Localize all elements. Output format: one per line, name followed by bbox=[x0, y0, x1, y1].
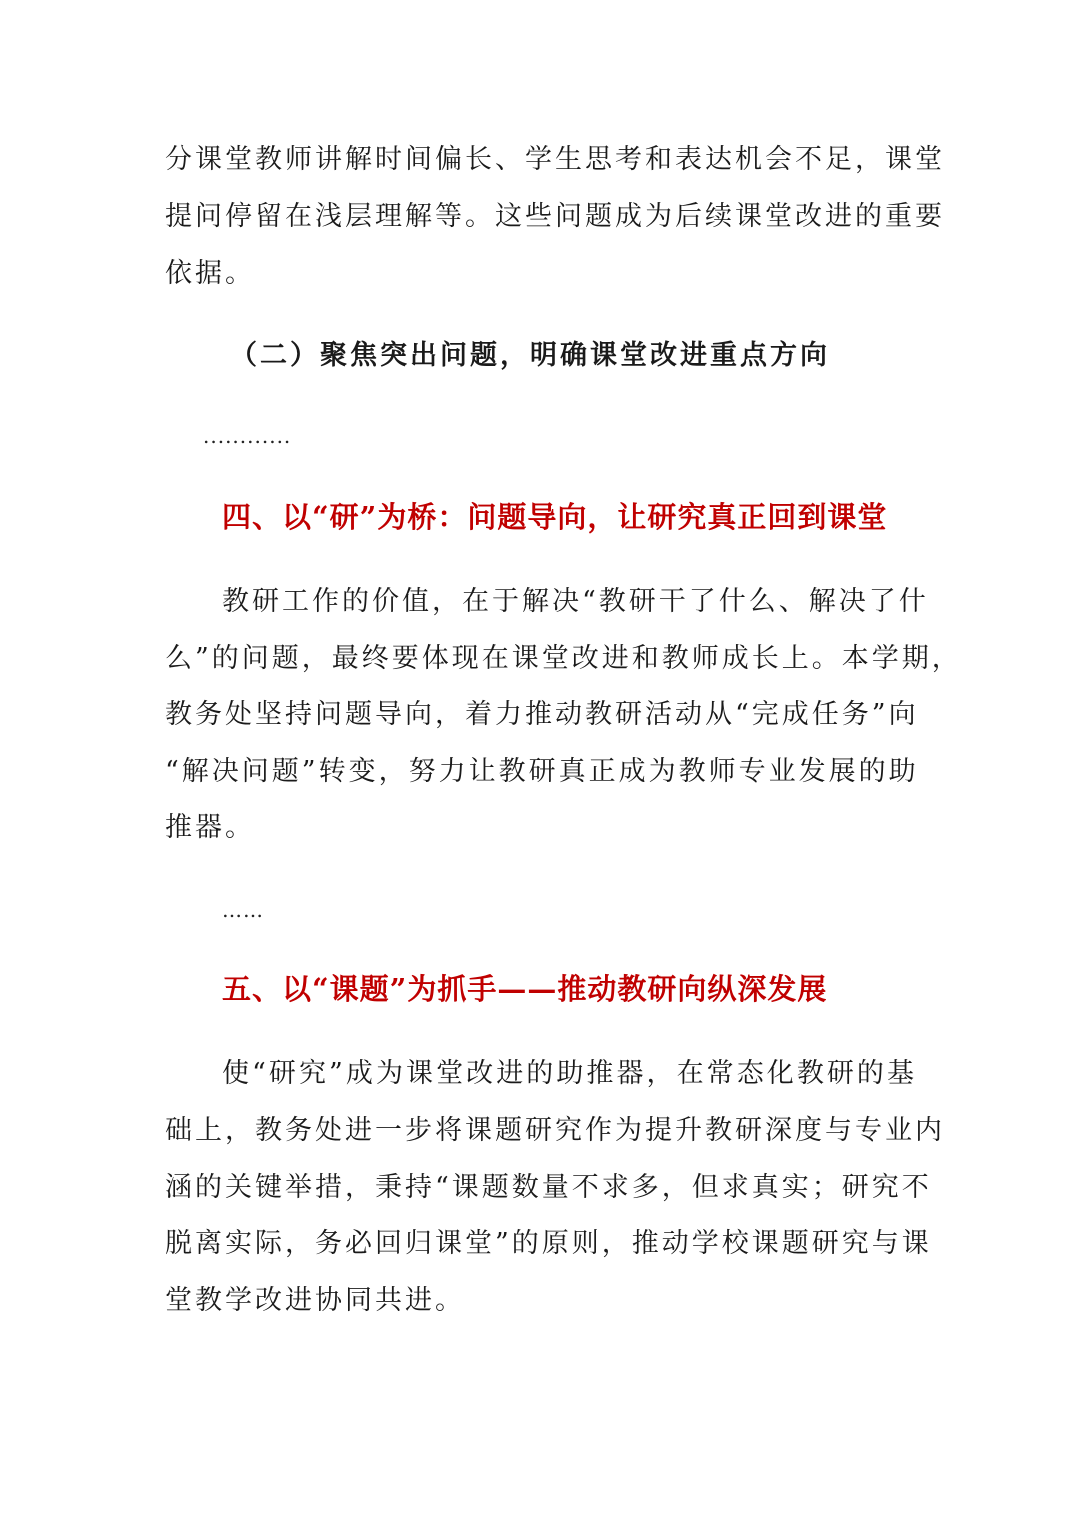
subsection-heading: （二）聚焦突出问题，明确课堂改进重点方向 bbox=[230, 340, 830, 371]
paragraph-line: “解决问题”转变，努力让教研真正成为教师专业发展的助 bbox=[165, 756, 919, 787]
paragraph-line: 教研工作的价值，在于解决“教研干了什么、解决了什 bbox=[222, 586, 929, 617]
paragraph-line: 分课堂教师讲解时间偏长、学生思考和表达机会不足，课堂 bbox=[165, 144, 945, 175]
paragraph-line: 础上，教务处进一步将课题研究作为提升教研深度与专业内 bbox=[165, 1115, 945, 1146]
paragraph-line: 教务处坚持问题导向，着力推动教研活动从“完成任务”向 bbox=[165, 699, 919, 730]
paragraph-line: 提问停留在浅层理解等。这些问题成为后续课堂改进的重要 bbox=[165, 201, 945, 232]
paragraph-line: 么”的问题，最终要体现在课堂改进和教师成长上。本学期， bbox=[165, 643, 962, 674]
paragraph-line: 使“研究”成为课堂改进的助推器，在常态化教研的基 bbox=[222, 1058, 917, 1089]
section-heading-four: 四、以“研”为桥：问题导向，让研究真正回到课堂 bbox=[222, 500, 888, 534]
paragraph-line: 涵的关键举措，秉持“课题数量不求多，但求真实；研究不 bbox=[165, 1172, 932, 1203]
paragraph-line: 脱离实际，务必回归课堂”的原则，推动学校课题研究与课 bbox=[165, 1228, 932, 1259]
ellipsis-placeholder: …… bbox=[222, 898, 264, 922]
paragraph-line: 堂教学改进协同共进。 bbox=[165, 1285, 465, 1316]
paragraph-line: 推器。 bbox=[165, 812, 255, 843]
section-heading-five: 五、以“课题”为抓手——推动教研向纵深发展 bbox=[222, 972, 828, 1006]
paragraph-line: 依据。 bbox=[165, 258, 255, 289]
ellipsis-placeholder: ............ bbox=[203, 424, 292, 448]
